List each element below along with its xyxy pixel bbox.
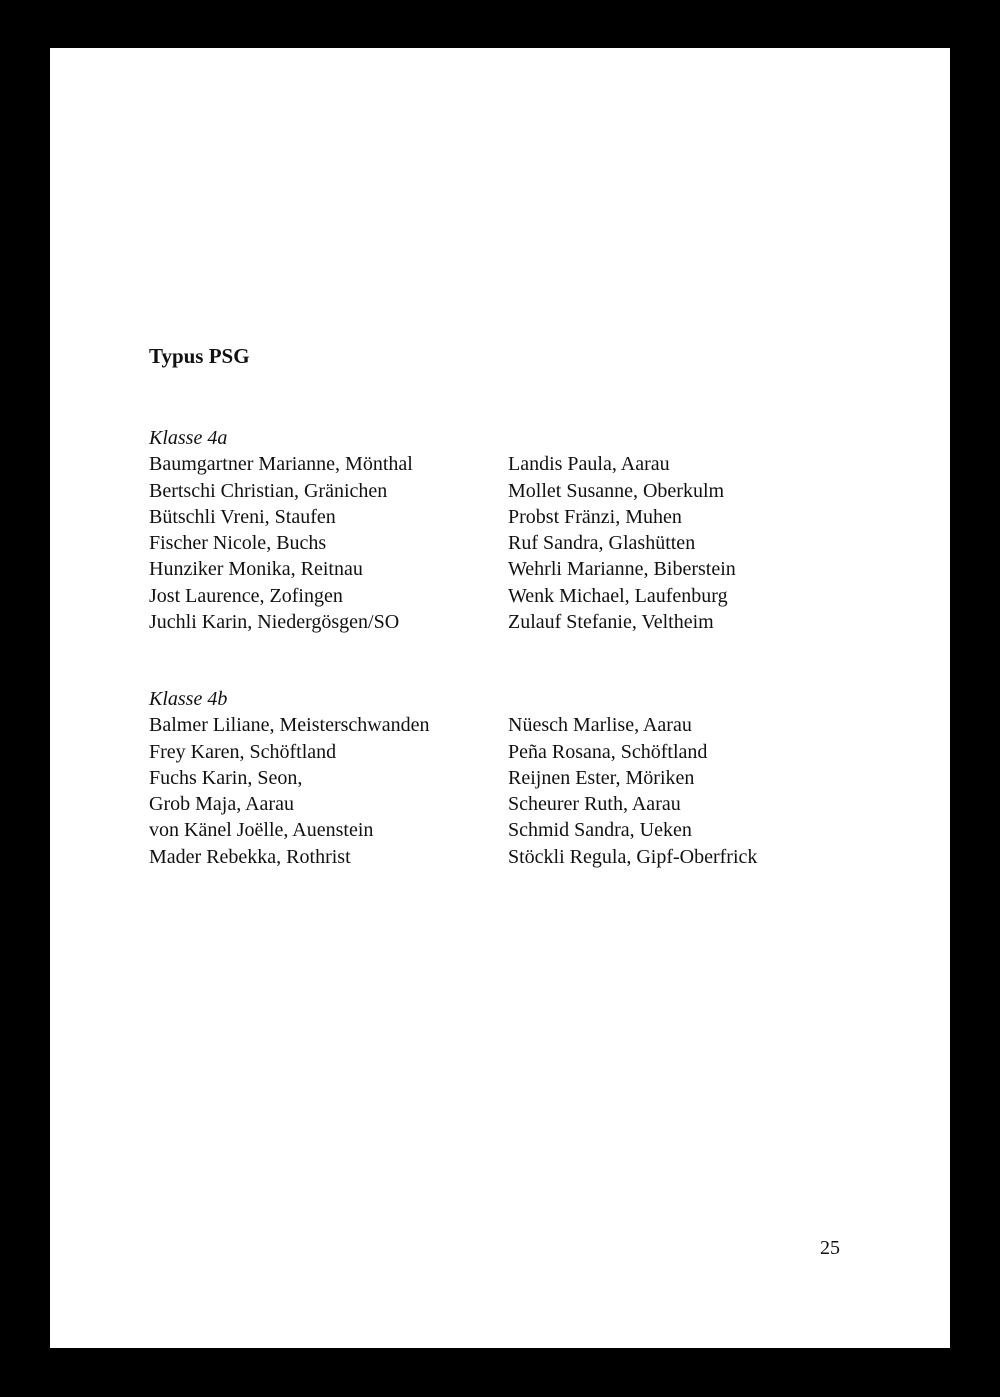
student-list-left [149,451,413,635]
student-entry: Jost Laurence, Zofingen [149,584,343,607]
student-entry: Scheurer Ruth, Aarau [508,793,681,816]
student-entry: Fischer Nicole, Buchs [149,532,327,555]
student-entry: Wenk Michael, Laufenburg [508,584,728,607]
student-entry: Fuchs Karin, Seon, [149,766,303,789]
student-entry: Reijnen Ester, Möriken [508,766,695,789]
student-entry: Mader Rebekka, Rothrist [149,845,351,868]
student-entry: Hunziker Monika, Reitnau [149,558,363,581]
student-entry: Peña Rosana, Schöftland [508,740,708,763]
student-entry: Ruf Sandra, Glashütten [508,532,696,555]
page-heading: Typus PSG [149,344,250,368]
student-entry: Landis Paula, Aarau [508,453,670,476]
class-section-4b [149,686,849,868]
student-list-right [508,712,757,870]
class-label: Klasse 4b [149,688,228,710]
student-entry: Zulauf Stefanie, Veltheim [508,611,714,634]
student-entry: Probst Fränzi, Muhen [508,505,682,528]
class-label: Klasse 4a [149,427,228,449]
student-entry: Grob Maja, Aarau [149,793,294,816]
student-entry: Bertschi Christian, Gränichen [149,479,388,502]
student-list-right [508,451,736,635]
student-entry: Bütschli Vreni, Staufen [149,505,336,528]
student-entry: Wehrli Marianne, Biberstein [508,558,736,581]
student-entry: Baumgartner Marianne, Mönthal [149,453,413,476]
student-entry: Stöckli Regula, Gipf-Oberfrick [508,845,758,868]
page-number: 25 [820,1237,840,1259]
student-entry: von Känel Joëlle, Auenstein [149,819,374,842]
student-entry: Frey Karen, Schöftland [149,740,337,763]
student-entry: Balmer Liliane, Meisterschwanden [149,714,430,737]
student-list-left [149,712,429,870]
student-entry: Juchli Karin, Niedergösgen/SO [149,611,400,634]
student-entry: Mollet Susanne, Oberkulm [508,479,725,502]
class-section-4a [149,425,849,634]
student-entry: Schmid Sandra, Ueken [508,819,692,842]
student-entry: Nüesch Marlise, Aarau [508,714,692,737]
